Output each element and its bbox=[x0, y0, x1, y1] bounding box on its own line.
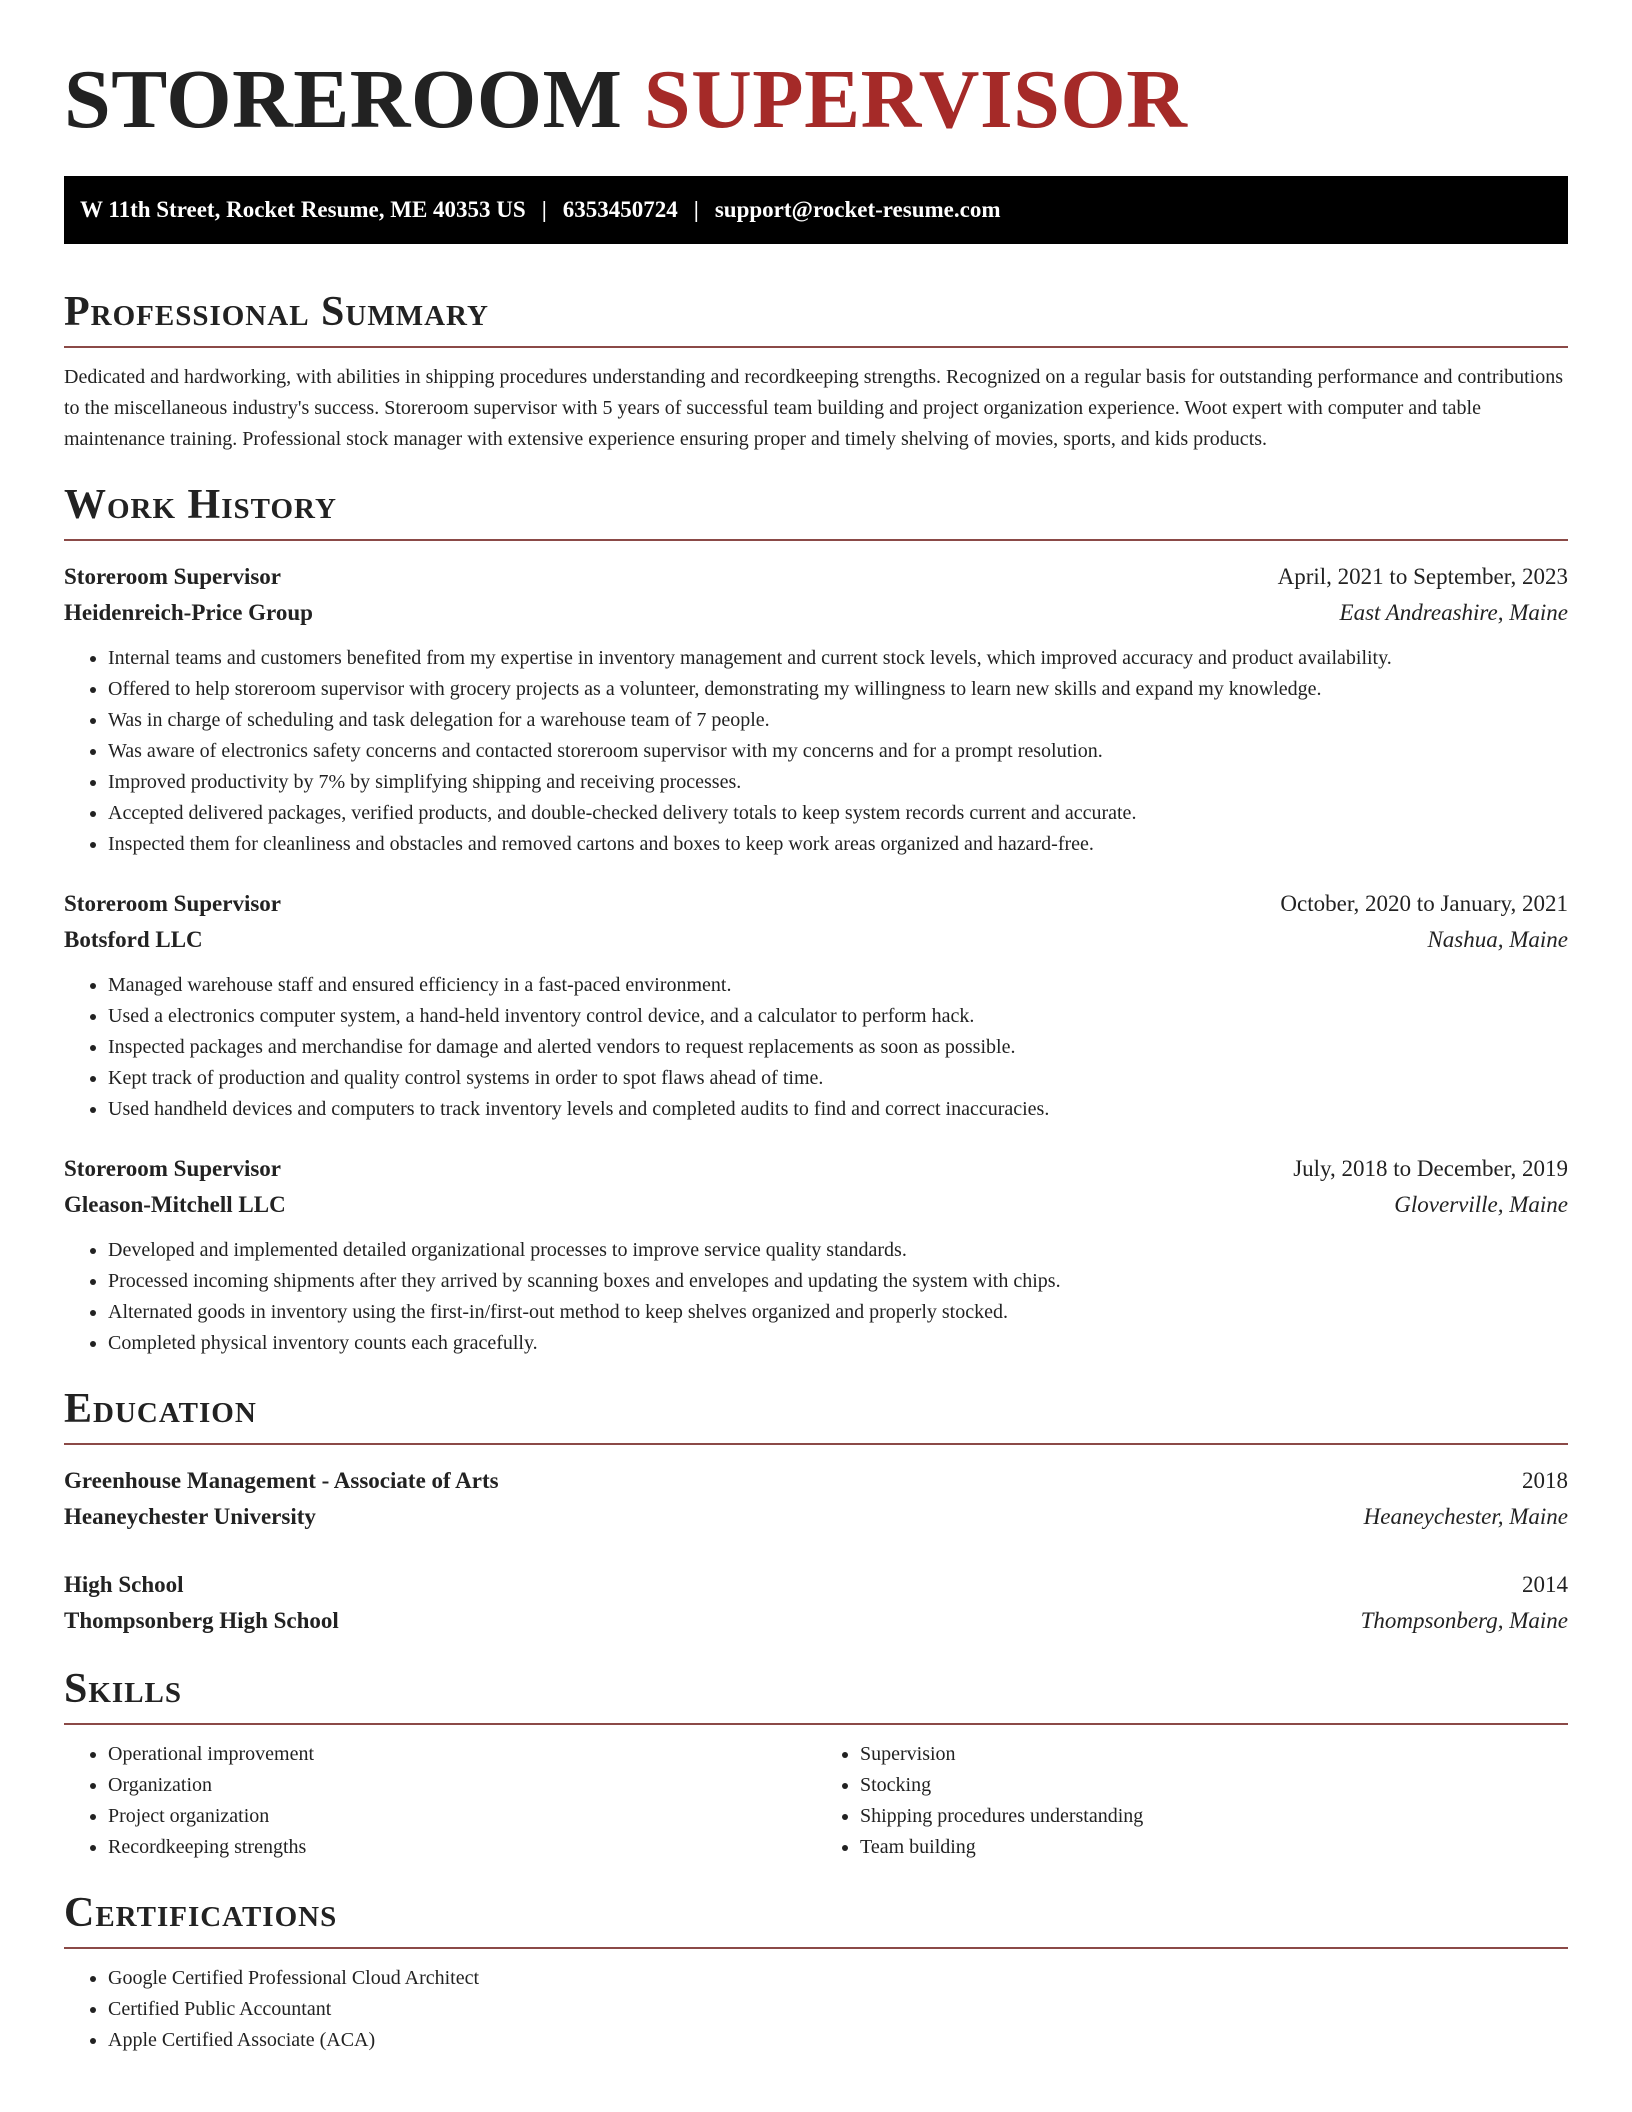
list-item: • Stocking bbox=[860, 1770, 1568, 1801]
work-history-section bbox=[64, 479, 1568, 1359]
section-title: Certifications bbox=[64, 1887, 1568, 1949]
job-location: East Andreashire, Maine bbox=[1339, 600, 1568, 625]
job-location: Gloverville, Maine bbox=[1394, 1192, 1568, 1217]
skills-list-right bbox=[816, 1739, 1568, 1863]
list-item: • Was aware of electronics safety concerns and contacted storeroom supervisor with my concerns and for a prompt resolution. bbox=[108, 736, 1568, 767]
list-item: • Was in charge of scheduling and task delegation for a warehouse team of 7 people. bbox=[108, 705, 1568, 736]
education-year: 2018 bbox=[1522, 1468, 1568, 1493]
job-position: Storeroom Supervisor bbox=[64, 1156, 281, 1181]
skills-section bbox=[64, 1663, 1568, 1863]
list-item: • Google Certified Professional Cloud Architect bbox=[108, 1963, 1568, 1994]
section-title: Work History bbox=[64, 479, 1568, 541]
contact-separator: | bbox=[541, 197, 547, 222]
list-item: • Inspected packages and merchandise for damage and alerted vendors to request replacements as soon as possible. bbox=[108, 1032, 1568, 1063]
list-item: • Certified Public Accountant bbox=[108, 1994, 1568, 2025]
list-item: • Accepted delivered packages, verified products, and double-checked delivery totals to keep system records current and accurate. bbox=[108, 798, 1568, 829]
job-bullets bbox=[64, 970, 1568, 1125]
certifications-list bbox=[64, 1963, 1568, 2056]
job-company: Gleason-Mitchell LLC bbox=[64, 1192, 286, 1217]
job-company: Heidenreich-Price Group bbox=[64, 600, 313, 625]
education-year: 2014 bbox=[1522, 1572, 1568, 1597]
education-location: Thompsonberg, Maine bbox=[1360, 1608, 1568, 1633]
list-item: • Developed and implemented detailed organizational processes to improve service quality standards. bbox=[108, 1235, 1568, 1266]
job-bullets bbox=[64, 643, 1568, 860]
job-dates: July, 2018 to December, 2019 bbox=[1293, 1156, 1568, 1181]
list-item: • Supervision bbox=[860, 1739, 1568, 1770]
skills-list-left bbox=[64, 1739, 816, 1863]
section-title: Professional Summary bbox=[64, 286, 1568, 348]
list-item: • Project organization bbox=[108, 1801, 816, 1832]
education-school: Heaneychester University bbox=[64, 1504, 316, 1529]
job-company: Botsford LLC bbox=[64, 927, 203, 952]
skills-grid bbox=[64, 1739, 1568, 1863]
list-item: • Operational improvement bbox=[108, 1739, 816, 1770]
contact-bar bbox=[64, 176, 1568, 244]
contact-email: support@rocket-resume.com bbox=[714, 197, 1001, 222]
list-item: • Inspected them for cleanliness and obstacles and removed cartons and boxes to keep work areas organized and hazard-free. bbox=[108, 829, 1568, 860]
job-entry bbox=[64, 559, 1568, 860]
list-item: • Organization bbox=[108, 1770, 816, 1801]
list-item: • Team building bbox=[860, 1832, 1568, 1863]
job-bullets bbox=[64, 1235, 1568, 1359]
job-dates: October, 2020 to January, 2021 bbox=[1280, 891, 1568, 916]
contact-phone: 6353450724 bbox=[562, 197, 678, 222]
summary-section bbox=[64, 286, 1568, 455]
list-item: • Recordkeeping strengths bbox=[108, 1832, 816, 1863]
list-item: • Used a electronics computer system, a hand-held inventory control device, and a calculator to perform hack. bbox=[108, 1001, 1568, 1032]
job-position: Storeroom Supervisor bbox=[64, 891, 281, 916]
job-location: Nashua, Maine bbox=[1427, 927, 1568, 952]
education-entry bbox=[64, 1463, 1568, 1535]
list-item: • Improved productivity by 7% by simplifying shipping and receiving processes. bbox=[108, 767, 1568, 798]
job-dates: April, 2021 to September, 2023 bbox=[1277, 564, 1568, 589]
contact-separator: | bbox=[693, 197, 699, 222]
education-degree: Greenhouse Management - Associate of Arts bbox=[64, 1468, 499, 1493]
list-item: • Processed incoming shipments after they arrived by scanning boxes and envelopes and updating the system with chips. bbox=[108, 1266, 1568, 1297]
job-position: Storeroom Supervisor bbox=[64, 564, 281, 589]
certifications-section bbox=[64, 1887, 1568, 2056]
contact-address: W 11th Street, Rocket Resume, ME 40353 US bbox=[80, 197, 526, 222]
resume-name bbox=[64, 0, 1568, 144]
list-item: • Kept track of production and quality control systems in order to spot flaws ahead of time. bbox=[108, 1063, 1568, 1094]
job-entry bbox=[64, 886, 1568, 1125]
list-item: • Used handheld devices and computers to track inventory levels and completed audits to find and correct inaccuracies. bbox=[108, 1094, 1568, 1125]
education-entry bbox=[64, 1567, 1568, 1639]
list-item: • Shipping procedures understanding bbox=[860, 1801, 1568, 1832]
section-title: Skills bbox=[64, 1663, 1568, 1725]
job-entry bbox=[64, 1151, 1568, 1359]
section-title: Education bbox=[64, 1383, 1568, 1445]
education-section bbox=[64, 1383, 1568, 1639]
summary-text: Dedicated and hardworking, with abilities in shipping procedures understanding and recordkeeping strengths. Recognized on a regular basis for outstanding performance and contributions to the miscellaneous industry's success. Storeroom supervisor with 5 years of successful team building and project organization experience. Woot expert with computer and table maintenance training. Professional stock manager with extensive experience ensuring proper and timely shelving of movies, sports, and kids products. bbox=[64, 366, 1564, 450]
list-item: • Managed warehouse staff and ensured efficiency in a fast-paced environment. bbox=[108, 970, 1568, 1001]
education-school: Thompsonberg High School bbox=[64, 1608, 339, 1633]
education-degree: High School bbox=[64, 1572, 184, 1597]
name-last: SUPERVISOR bbox=[643, 53, 1188, 146]
education-location: Heaneychester, Maine bbox=[1363, 1504, 1568, 1529]
name-first: STOREROOM bbox=[64, 53, 623, 146]
list-item: • Offered to help storeroom supervisor with grocery projects as a volunteer, demonstrating my willingness to learn new skills and expand my knowledge. bbox=[108, 674, 1568, 705]
list-item: • Alternated goods in inventory using the first-in/first-out method to keep shelves organized and properly stocked. bbox=[108, 1297, 1568, 1328]
list-item: • Apple Certified Associate (ACA) bbox=[108, 2025, 1568, 2056]
list-item: • Internal teams and customers benefited from my expertise in inventory management and current stock levels, which improved accuracy and product availability. bbox=[108, 643, 1568, 674]
list-item: • Completed physical inventory counts each gracefully. bbox=[108, 1328, 1568, 1359]
